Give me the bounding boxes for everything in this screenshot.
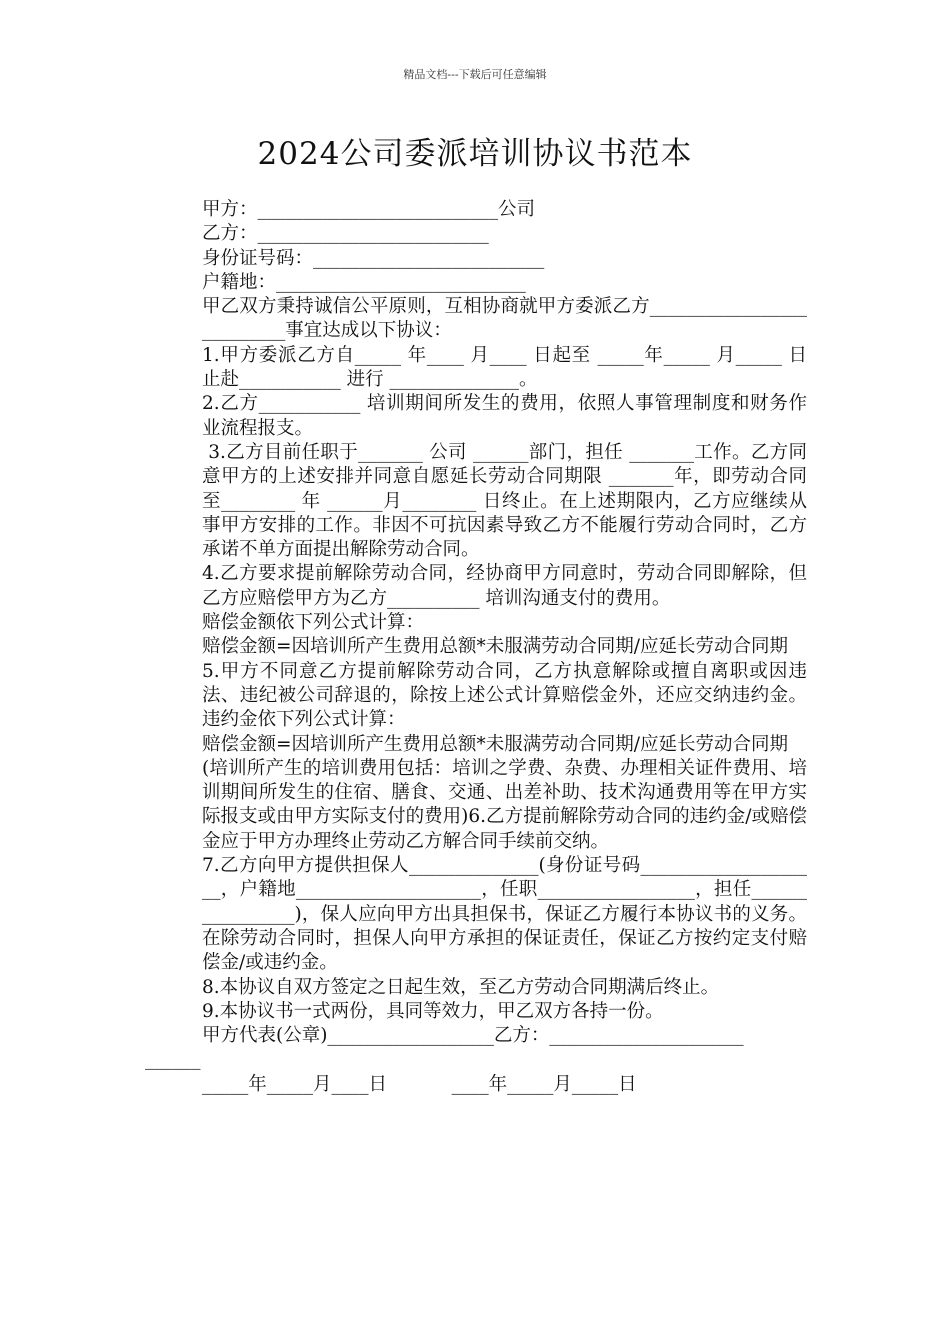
- paragraph-formula-2: 赔偿金额=因培训所产生费用总额*未服满劳动合同期/应延长劳动合同期: [202, 733, 788, 755]
- paragraph-clause-4: 4.乙方要求提前解除劳动合同，经协商甲方同意时，劳动合同即解除，但乙方应赔偿甲方为乙方__________ 培训沟通支付的费用。: [202, 563, 807, 609]
- paragraph-signature-cont: ______: [145, 1049, 201, 1071]
- document-title: 2024公司委派培训协议书范本: [257, 136, 693, 172]
- page-header: 精品文档---下载后可任意编辑: [403, 68, 547, 81]
- paragraph-id-number: 身份证号码：_________________________: [202, 247, 545, 269]
- paragraph-clause-9: 9.本协议书一式两份，具同等效力，甲乙双方各持一份。: [202, 1000, 664, 1022]
- paragraph-clause-6: (培训所产生的培训费用包括：培训之学费、杂费、办理相关证件费用、培训期间所发生的住宿、膳食、交通、出差补助、技术沟通费用等在甲方实际报支或由甲方实际支付的费用)6.乙方提前解除劳动合同的违约金/或赔偿金应于甲方办理终止劳动乙方解合同手续前交纳。: [202, 757, 807, 852]
- paragraph-party-b: 乙方：_________________________: [202, 223, 489, 245]
- paragraph-clause-5: 5.甲方不同意乙方提前解除劳动合同，乙方执意解除或擅自离职或因违法、违纪被公司辞退的，除按上述公式计算赔偿金外，还应交纳违约金。违约金依下列公式计算：: [202, 660, 807, 731]
- paragraph-date: _____年_____月____日 ____年_____月_____日: [202, 1073, 637, 1095]
- paragraph-clause-7: 7.乙方向甲方提供担保人______________(身份证号码____________________，户籍地____________________，任职_________________，担任________________)，保人应向甲方出具担保书，保证乙方履行本协议书的义务。在除劳动合同时，担保人向甲方承担的保证责任，保证乙方按约定支付赔偿金/或违约金。: [202, 855, 807, 974]
- paragraph-household: 户籍地：___________________________: [202, 271, 526, 293]
- paragraph-clause-3: 3.乙方目前任职于_______ 公司 ______部门，担任 _______工作。乙方同意甲方的上述安排并同意自愿延长劳动合同期限 _______年，即劳动合同至________ 年 ______月________ 日终止。在上述期限内，乙方应继续从事甲方安排的工作。非因不可抗因素导致乙方不能履行劳动合同时，乙方承诺不单方面提出解除劳动合同。: [202, 441, 808, 561]
- paragraph-clause-2: 2.乙方___________ 培训期间所发生的费用，依照人事管理制度和财务作业流程报支。: [202, 393, 807, 439]
- paragraph-clause-1: 1.甲方委派乙方自_____ 年____ 月____ 日起至 _____年_____ 月_____ 日 止赴___________ 进行 ______________。: [202, 344, 813, 391]
- paragraph-signature: 甲方代表(公章)__________________乙方：_____________________: [202, 1025, 744, 1047]
- paragraph-formula-1: 赔偿金额=因培训所产生费用总额*未服满劳动合同期/应延长劳动合同期: [202, 636, 788, 658]
- paragraph-clause-8: 8.本协议自双方签定之日起生效，至乙方劳动合同期满后终止。: [202, 976, 720, 998]
- paragraph-formula-intro: 赔偿金额依下列公式计算：: [202, 612, 425, 634]
- paragraph-party-a: 甲方：__________________________公司: [202, 199, 536, 220]
- paragraph-preamble: 甲乙双方秉持诚信公平原则，互相协商就甲方委派乙方__________________________事宜达成以下协议：: [202, 296, 807, 342]
- document-body: [145, 198, 813, 1097]
